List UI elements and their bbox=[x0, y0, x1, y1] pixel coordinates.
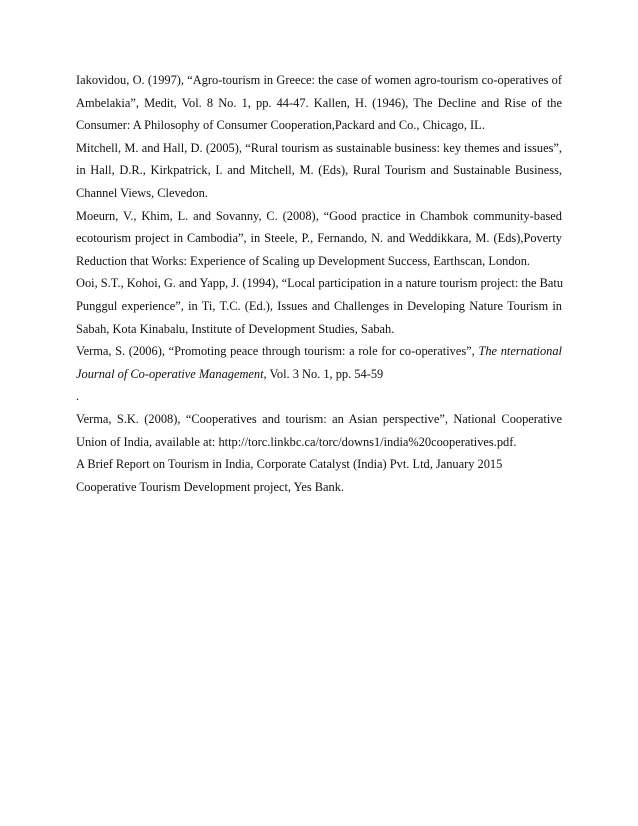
journal-title-part: The nternational bbox=[478, 344, 562, 359]
reference-text: , Vol. 3 No. 1, pp. 54-59 bbox=[263, 366, 384, 381]
reference-line: A Brief Report on Tourism in India, Corporate Catalyst (India) Pvt. Ltd, January 2015 bbox=[76, 457, 503, 472]
reference-yes-bank bbox=[76, 476, 562, 499]
journal-title-part: Journal of Co-operative Management bbox=[76, 366, 264, 381]
reference-line: . bbox=[76, 389, 80, 404]
reference-brief-report bbox=[76, 453, 562, 476]
reference-line: Mitchell, M. and Hall, D. (2005), “Rural tourism as sustainable business: key themes and issues”, bbox=[76, 140, 562, 155]
reference-line: Channel Views, Clevedon. bbox=[76, 185, 208, 200]
reference-line: ecotourism project in Cambodia”, in Steele, P., Fernando, N. and Weddikkara, M. (Eds),Poverty bbox=[76, 231, 562, 246]
reference-text: Verma, S. (2006), “Promoting peace through tourism: a role for co-operatives”, bbox=[76, 344, 475, 359]
reference-line: Iakovidou, O. (1997), “Agro-tourism in Greece: the case of women agro-tourism co-operatives of bbox=[76, 73, 562, 87]
reference-line: Consumer: A Philosophy of Consumer Cooperation,Packard and Co., Chicago, IL. bbox=[76, 118, 485, 133]
reference-line: Punggul experience”, in Ti, T.C. (Ed.), Issues and Challenges in Developing Nature Tourism in bbox=[76, 298, 562, 313]
reference-line bbox=[76, 363, 562, 386]
reference-line: Verma, S.K. (2008), “Cooperatives and tourism: an Asian perspective”, National Cooperative bbox=[76, 411, 562, 426]
reference-ooi bbox=[76, 272, 562, 340]
reference-line: Ambelakia”, Medit, Vol. 8 No. 1, pp. 44-47. Kallen, H. (1946), The Decline and Rise of the bbox=[76, 95, 562, 110]
reference-line: Sabah, Kota Kinabalu, Institute of Development Studies, Sabah. bbox=[76, 321, 395, 336]
reference-verma-2006 bbox=[76, 340, 562, 408]
reference-line: Union of India, available at: http://torc.linkbc.ca/torc/downs1/india%20cooperatives.pdf. bbox=[76, 434, 517, 449]
reference-mitchell bbox=[76, 137, 562, 205]
reference-line: Reduction that Works: Experience of Scaling up Development Success, Earthscan, London. bbox=[76, 253, 531, 268]
reference-list bbox=[76, 69, 562, 498]
reference-moeurn bbox=[76, 205, 562, 273]
reference-line: in Hall, D.R., Kirkpatrick, I. and Mitchell, M. (Eds), Rural Tourism and Sustainable Business, bbox=[76, 163, 562, 178]
reference-iakovidou bbox=[76, 69, 562, 137]
reference-line: Cooperative Tourism Development project, Yes Bank. bbox=[76, 479, 345, 494]
reference-verma-2008 bbox=[76, 408, 562, 453]
reference-line: Moeurn, V., Khim, L. and Sovanny, C. (2008), “Good practice in Chambok community-based bbox=[76, 208, 562, 223]
reference-line: Ooi, S.T., Kohoi, G. and Yapp, J. (1994), “Local participation in a nature tourism project: the Batu bbox=[76, 276, 564, 291]
reference-line bbox=[76, 340, 562, 363]
